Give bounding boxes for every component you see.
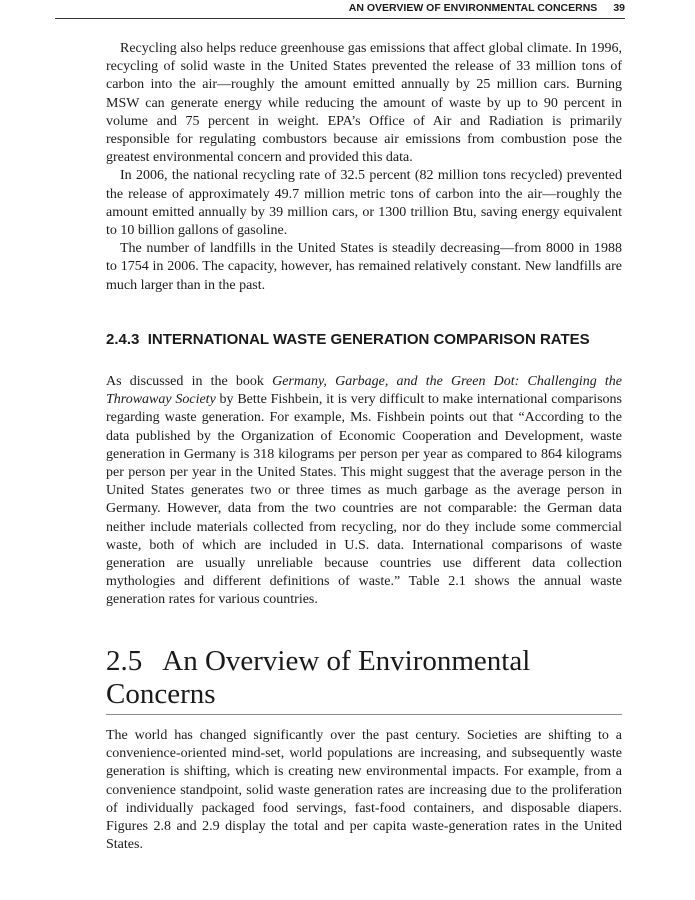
- section-number: 2.5: [106, 645, 143, 677]
- subsection-title: INTERNATIONAL WASTE GENERATION COMPARISON RATES: [147, 331, 590, 348]
- subsection-number: 2.4.3: [106, 331, 140, 348]
- paragraph-landfills: The number of landfills in the United States is steadily decreasing—from 8000 in 1988 to 1754 in 2006. The capacity, however, has remained relatively constant. New landfills are much larger than in the past.: [106, 241, 622, 293]
- book-title: Germany, Garbage, and the Green Dot: Challenging the Throwaway Society: [106, 374, 623, 408]
- paragraph-international-comparison: [106, 373, 622, 610]
- comparison-text-block: [106, 373, 622, 610]
- running-head-title: AN OVERVIEW OF ENVIRONMENTAL CONCERNS: [348, 2, 598, 14]
- overview-text-block: [106, 727, 622, 854]
- paragraph-recycling-emissions: Recycling also helps reduce greenhouse gas emissions that affect global climate. In 1996, recycling of solid waste in the United States prevented the release of 33 million tons of carbon into the air—roughly the amount emitted annually by 25 million cars. Burning MSW can generate energy while reducing the amount of waste by up to 90 percent in volume and 75 percent in weight. EPA’s Office of Air and Radiation is primarily responsible for regulating combustors because air emissions from combustion pose the greatest environmental concern and provided this data.: [106, 41, 622, 166]
- paragraph-world-changes: The world has changed significantly over the past century. Societies are shifting to a convenience-oriented mind-set, world populations are increasing, and subsequently waste generation is shifting, which is creating new environmental impacts. For example, from a convenience standpoint, solid waste generation rates are increasing due to the proliferation of individually packaged food servings, fast-food containers, and disposable diapers. Figures 2.8 and 2.9 display the total and per capita waste-generation rates in the United States.: [106, 728, 622, 853]
- page-number: 39: [613, 2, 625, 14]
- paragraph-intro-text: As discussed in the book: [106, 374, 273, 389]
- subsection-heading: [106, 330, 626, 349]
- section-title: An Overview of Environmental Concerns: [106, 645, 531, 710]
- paragraph-recycling-rate-2006: In 2006, the national recycling rate of 32.5 percent (82 million tons recycled) prevented the release of approximately 49.7 million metric tons of carbon into the air—roughly the amount emitted annually by 39 million cars, or 1300 trillion Btu, saving energy equivalent to 10 billion gallons of gasoline.: [106, 168, 622, 239]
- section-heading: [106, 645, 622, 715]
- intro-text-block: [106, 40, 622, 295]
- running-head: [55, 0, 625, 19]
- paragraph-body-text: by Bette Fishbein, it is very difficult to make international comparisons regarding waste generation. For example, Ms. Fishbein points out that “According to the data published by the Organization of Economic Cooperation and Development, waste generation in Germany is 318 kilograms per person per year as compared to 864 kilograms per person per year in the United States. This might suggest that the average person in the United States generates two or three times as much garbage as the average person in Germany. However, data from the two countries are not comparable: the German data neither include materials collected from recycling, nor do they include some commercial waste, both of which are included in U.S. data. International comparisons of waste generation are usually unreliable because countries use different data collection mythologies and different definitions of waste.” Table 2.1 shows the annual waste generation rates for various countries.: [106, 392, 622, 608]
